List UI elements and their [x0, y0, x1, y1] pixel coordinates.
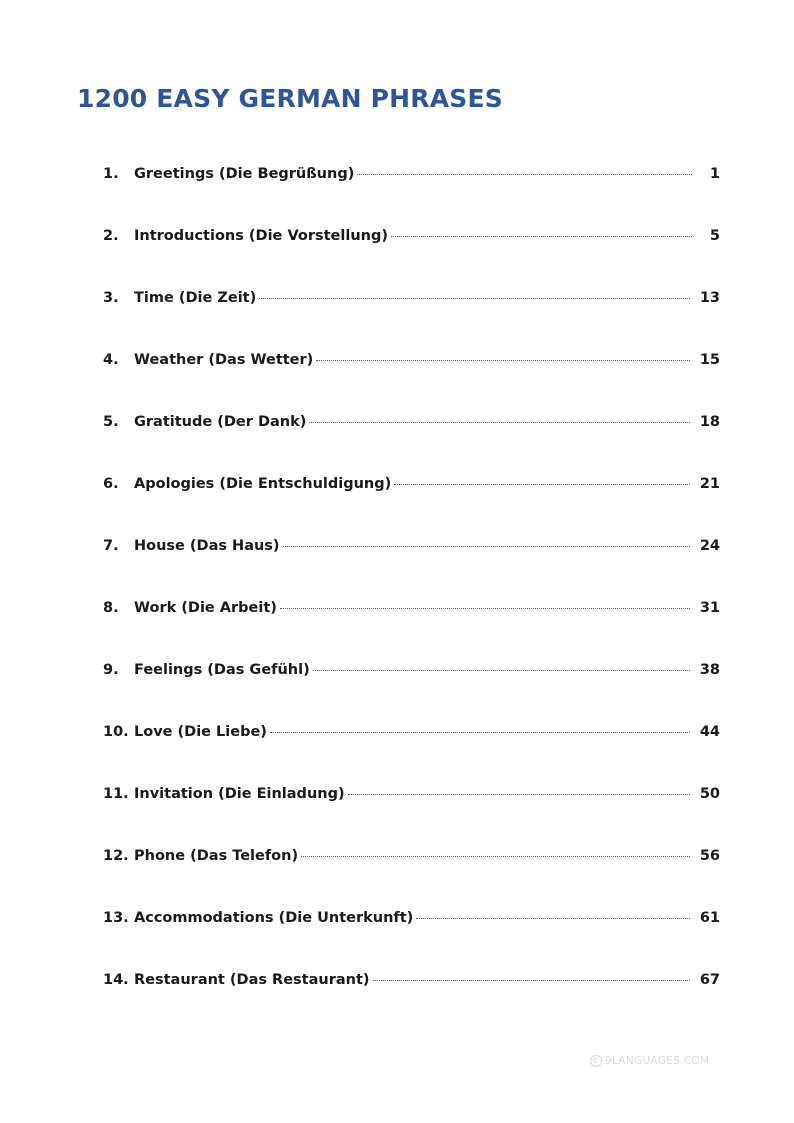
dot-leader [394, 484, 690, 485]
watermark [590, 1055, 709, 1067]
toc-entry-label: Gratitude (Der Dank) [134, 414, 307, 430]
toc-entry-number: 1. [103, 166, 119, 182]
toc-entry[interactable] [103, 844, 720, 906]
toc-entry-page: 18 [699, 414, 720, 430]
toc-entry-label: Greetings (Die Begrüßung) [134, 166, 355, 182]
toc-entry-page: 44 [699, 724, 720, 740]
toc-entry[interactable] [103, 658, 720, 720]
toc-entry-label: House (Das Haus) [134, 538, 280, 554]
toc-entry-number: 7. [103, 538, 119, 554]
toc-entry-number: 3. [103, 290, 119, 306]
toc-entry-page: 24 [699, 538, 720, 554]
dot-leader [313, 670, 690, 671]
copyright-icon: © [590, 1055, 602, 1067]
toc-entry[interactable] [103, 720, 720, 782]
toc-entry-page: 61 [699, 910, 720, 926]
watermark-text: 9LANGUAGES.COM [605, 1055, 710, 1067]
toc-entry-label: Accommodations (Die Unterkunft) [134, 910, 414, 926]
toc-entry-label: Work (Die Arbeit) [134, 600, 277, 616]
toc-entry[interactable] [103, 906, 720, 968]
toc-entry-number: 8. [103, 600, 119, 616]
toc-entry-page: 21 [699, 476, 720, 492]
toc-entry-number: 14. [103, 972, 129, 988]
toc-entry[interactable] [103, 534, 720, 596]
toc-entry[interactable] [103, 596, 720, 658]
toc-entry[interactable] [103, 472, 720, 534]
toc-entry-number: 10. [103, 724, 129, 740]
toc-entry-number: 13. [103, 910, 129, 926]
table-of-contents [103, 162, 720, 1030]
toc-entry-label: Weather (Das Wetter) [134, 352, 314, 368]
dot-leader [283, 546, 690, 547]
toc-entry-label: Love (Die Liebe) [134, 724, 267, 740]
dot-leader [391, 236, 692, 237]
toc-entry-page: 15 [699, 352, 720, 368]
toc-entry[interactable] [103, 348, 720, 410]
toc-entry-label: Invitation (Die Einladung) [134, 786, 345, 802]
toc-entry-page: 67 [699, 972, 720, 988]
toc-entry-label: Restaurant (Das Restaurant) [134, 972, 370, 988]
toc-entry-page: 56 [699, 848, 720, 864]
toc-entry-page: 1 [709, 166, 720, 182]
toc-entry-label: Feelings (Das Gefühl) [134, 662, 310, 678]
dot-leader [259, 298, 690, 299]
toc-entry[interactable] [103, 162, 720, 224]
dot-leader [373, 980, 690, 981]
toc-entry-label: Apologies (Die Entschuldigung) [134, 476, 392, 492]
dot-leader [416, 918, 690, 919]
dot-leader [301, 856, 690, 857]
toc-entry-page: 38 [699, 662, 720, 678]
toc-entry-label: Introductions (Die Vorstellung) [134, 228, 388, 244]
toc-entry-number: 4. [103, 352, 119, 368]
toc-entry-number: 12. [103, 848, 129, 864]
toc-entry[interactable] [103, 968, 720, 1030]
dot-leader [357, 174, 692, 175]
dot-leader [280, 608, 690, 609]
dot-leader [348, 794, 690, 795]
toc-entry[interactable] [103, 782, 720, 844]
toc-entry-number: 9. [103, 662, 119, 678]
toc-entry[interactable] [103, 224, 720, 286]
toc-entry-number: 2. [103, 228, 119, 244]
toc-entry-page: 31 [699, 600, 720, 616]
dot-leader [309, 422, 689, 423]
toc-entry-page: 50 [699, 786, 720, 802]
toc-entry[interactable] [103, 286, 720, 348]
toc-entry-label: Time (Die Zeit) [134, 290, 257, 306]
toc-entry[interactable] [103, 410, 720, 472]
dot-leader [316, 360, 690, 361]
toc-entry-page: 5 [709, 228, 720, 244]
toc-entry-page: 13 [699, 290, 720, 306]
toc-entry-number: 6. [103, 476, 119, 492]
toc-entry-number: 11. [103, 786, 129, 802]
toc-entry-number: 5. [103, 414, 119, 430]
dot-leader [270, 732, 690, 733]
toc-entry-label: Phone (Das Telefon) [134, 848, 299, 864]
page-title: 1200 EASY GERMAN PHRASES [77, 84, 503, 113]
